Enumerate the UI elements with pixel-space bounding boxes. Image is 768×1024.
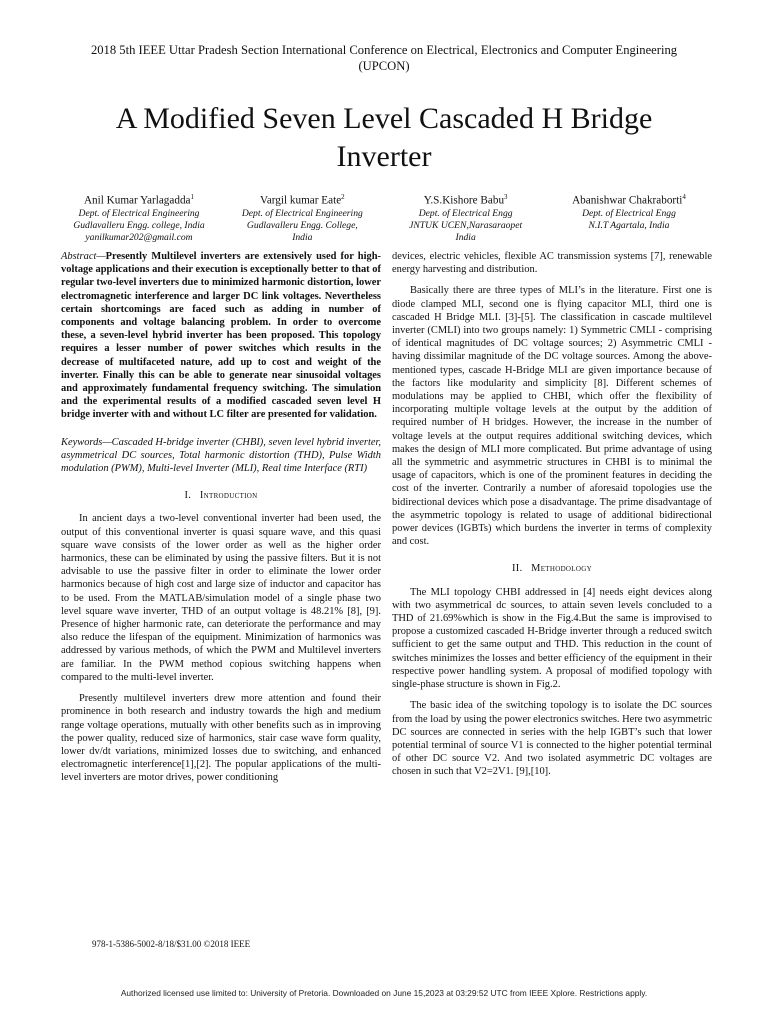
author-block: [60, 190, 708, 244]
author-affiliation: India: [292, 231, 313, 243]
right-paragraph-2: Basically there are three types of MLI’s in the literature. First one is diode clamped MLI, second one is flying capacitor MLI, third one is cascaded H Bridge MLI. [3]-[5]. The classification in cascade multilevel inverter (CMLI) into two groups namely: 1) Symmetric CMLI - comprising of identical magnitudes of DC voltage sources; 2) Asymmetric CMLI - having dissimilar magnitude of the DC voltage sources. Among the above-mentioned types, cascade H-Bridge MLI are given importance because of the factors like modularity and simplicity [8]. Different schemes of modulations may be applied to CHBI, which offer the flexibility of incorporating multiple voltage levels at the output by the addition of required number of H bridges. However, the increase in the number of voltage levels at the output requires additional switching devices, which makes the design of MLI more complicated. But prime advantage of using all the symmetric and asymmetric structures in CHBI is to minimal the usage of capacitors, which is one of the prominent features in deciding the cost of the inverter. Contrarily a number of aforesaid topologies use the bidirectional devices which pose a disadvantage. The prime disadvantage of the asymmetric topology is related to usage of additional bidirectional power devices (IGBTs) which burdens the inverter in terms of complexity and cost.: [392, 285, 712, 548]
section-title: Introduction: [199, 490, 258, 502]
section-heading-methodology: [392, 562, 712, 575]
author-affiliation: India: [455, 231, 476, 243]
author-sup: 4: [682, 193, 686, 201]
author-email: yanilkumar202@gmail.com: [85, 231, 193, 243]
conference-line-1: 2018 5th IEEE Uttar Pradesh Section International Conference on Electrical, Electronics and Computer Engineering: [90, 43, 678, 57]
title-line-2: Inverter: [336, 140, 432, 173]
author-sup: 1: [190, 193, 195, 201]
author-2: [223, 190, 381, 244]
abstract: [61, 250, 381, 422]
abstract-label: Abstract—: [61, 251, 106, 262]
methodology-paragraph-2: The basic idea of the switching topology is to isolate the DC sources from the load by using the power electronics switches. Here two asymmetric DC sources are connected in series with the help IGBT’s such that lower potential terminal of source V1 is connected to the higher potential terminal of other DC source V2. And two isolated asymmetric DC voltages are chosen in such that V2=2V1. [9],[10].: [392, 700, 712, 778]
paper-title: [60, 100, 708, 176]
author-affiliation: Dept. of Electrical Engg: [582, 207, 676, 219]
intro-paragraph-2: Presently multilevel inverters drew more attention and found their prominence in both research and industry towards the high and medium range voltage operations, mutually with other benefits such as in improving the power quality, reduced size of harmonics, stair case wave form quality, lower dv/dt variations, minimized losses due to switching, and enhanced electromagnetic interference[1],[2]. The popular applications of the multi-level inverters are motor drives, power conditioning: [61, 693, 381, 784]
author-affiliation: JNTUK UCEN,Narasaraopet: [409, 219, 523, 231]
section-title: Methodology: [531, 563, 592, 575]
right-paragraph-1: devices, electric vehicles, flexible AC transmission systems [7], renewable energy harvesting and distribution.: [392, 251, 712, 276]
right-column: [392, 250, 712, 779]
conference-line-2: (UPCON): [358, 59, 410, 73]
author-affiliation: Gudlavalleru Engg. College,: [246, 219, 358, 231]
section-number: II.: [512, 563, 523, 575]
author-3: [387, 190, 545, 244]
intro-paragraph-1: In ancient days a two-level conventional inverter had been used, the output of this conventional inverter is quasi square wave, and this quasi square wave consists of the lower order as well as the higher order harmonics, these can be eliminated by using the passive filters. But it is not advisable to use the passive filter in order to eliminate the lower order harmonics because of high cost and large size of inductor and capacitor has to be used. From the MATLAB/simulation model of a single phase two level square wave inverter, THD of an output voltage is 48.21% [8], [9]. Presence of higher harmonic rate, can deteriorate the performance and may also reduce the lifespan of the equipment. Minimization of harmonics was addressed by various methods, of which the PWM and Multilevel inverters are familiar. In the PWM method copious switching happens when compared to the multi-level inverter.: [61, 513, 381, 683]
methodology-paragraph-1: The MLI topology CHBI addressed in [4] needs eight devices along with two asymmetrical dc sources, to attain seven levels concluded to a THD of 21.69%which is show in the Fig.4.But the same is improvised to propose a customized cascaded H-Bridge inverter through a reduced switch sufficient to get the same output and THD. This reduction in the count of switches minimizes the losses and better efficiency of the equipment in their respective power handling system. A proposal of modified topology with single-phase structure is shown in Fig.2.: [392, 586, 712, 691]
abstract-text: Presently Multilevel inverters are extensively used for high-voltage applications and their execution is exceptionally better to that of regular two-level inverters due to minimized harmonic distortion, lower electromagnetic interference and larger DC link voltages. Nevertheless certain shortcomings are faced such as adding in number of components and voltage balancing problem. In order to overcome these, a seven-level hybrid inverter has been proposed. This topology requires a lesser number of power switches which results in the decrease of multifaceted nature, add up to cost and weight of the inverter. Finally this can be able to generate near sinusoidal voltages and approximately fundamental frequency switching. The simulation and the experimental results of a modified cascaded seven level H bridge inverter with and without LC filter are presented for validation.: [61, 251, 381, 421]
keywords: Keywords—Cascaded H-bridge inverter (CHBI), seven level hybrid inverter, asymmetrical DC sources, Total harmonic distortion (THD), Pulse Width modulation (PWM), Multi-level Inverter (MLI), Real time Interface (RTI): [61, 436, 381, 475]
author-name: Y.S.Kishore Babu: [423, 194, 505, 207]
author-affiliation: Dept. of Electrical Engineering: [241, 207, 363, 219]
author-1: [60, 190, 218, 244]
isbn-footer: 978-1-5386-5002-8/18/$31.00 ©2018 IEEE: [92, 939, 251, 949]
section-heading-introduction: [61, 489, 381, 502]
author-affiliation: N.I.T Agartala, India: [588, 219, 670, 231]
author-affiliation: Dept. of Electrical Engineering: [78, 207, 200, 219]
author-name: Vargil kumar Eate: [259, 194, 342, 207]
author-name: Anil Kumar Yarlagadda: [83, 194, 191, 207]
left-column: [61, 250, 381, 785]
section-number: I.: [184, 490, 192, 502]
author-sup: 3: [504, 193, 508, 201]
author-affiliation: Gudlavalleru Engg. college, India: [73, 219, 205, 231]
title-line-1: A Modified Seven Level Cascaded H Bridge: [115, 102, 653, 135]
conference-header: [60, 42, 708, 74]
license-notice: Authorized licensed use limited to: University of Pretoria. Downloaded on June 15,2023 at 03:29:52 UTC from IEEE Xplore. Restrictions apply.: [120, 988, 648, 998]
author-name: Abanishwar Chakraborti: [572, 194, 683, 207]
author-sup: 2: [341, 193, 345, 201]
author-4: [550, 190, 708, 244]
author-affiliation: Dept. of Electrical Engg: [418, 207, 513, 219]
